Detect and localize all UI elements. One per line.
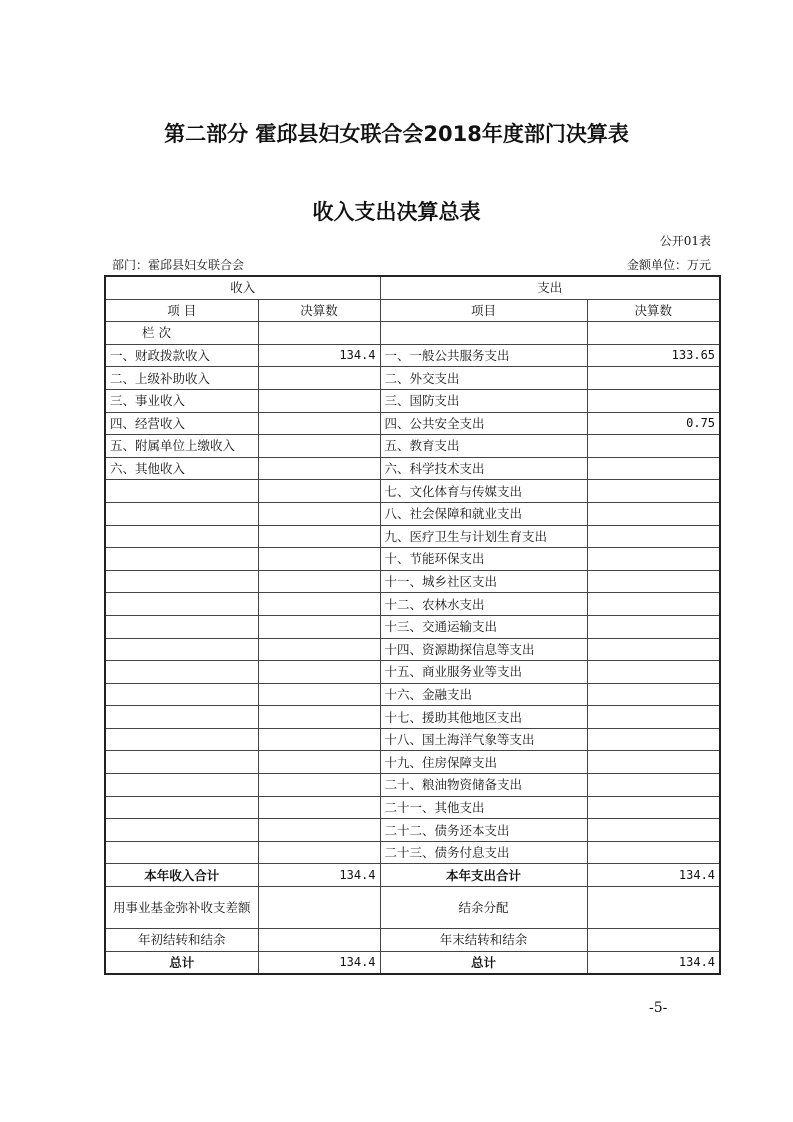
empty-cell: [587, 887, 720, 929]
income-item: [105, 796, 258, 819]
income-item: [105, 706, 258, 729]
expense-item: 十七、援助其他地区支出: [380, 706, 587, 729]
expense-item: 十六、金融支出: [380, 683, 587, 706]
table-row: [105, 728, 720, 751]
expense-amount: [587, 570, 720, 593]
table-row: [105, 502, 720, 525]
income-item: 五、附属单位上缴收入: [105, 435, 258, 458]
empty-cell: [258, 929, 380, 952]
begin-balance-label: 年初结转和结余: [105, 929, 258, 952]
income-amount: [258, 457, 380, 480]
income-item: [105, 570, 258, 593]
expense-item: 十三、交通运输支出: [380, 615, 587, 638]
income-item: [105, 502, 258, 525]
income-amount: [258, 661, 380, 684]
expense-amount: [587, 819, 720, 842]
table-row: [105, 661, 720, 684]
table-row: [105, 683, 720, 706]
table-row: [105, 819, 720, 842]
empty-cell: [258, 322, 380, 345]
table-row: [105, 706, 720, 729]
grand-total-label-left: 总计: [105, 951, 258, 974]
table-row: [105, 796, 720, 819]
year-expense-total-label: 本年支出合计: [380, 864, 587, 887]
unit-label: 金额单位：万元: [626, 258, 711, 272]
table-row: [105, 480, 720, 503]
income-item: [105, 615, 258, 638]
column-header-row: [105, 299, 720, 322]
end-balance-label: 年末结转和结余: [380, 929, 587, 952]
year-expense-total: 134.4: [587, 864, 720, 887]
income-expense-table: [104, 275, 721, 975]
income-amount: 134.4: [258, 344, 380, 367]
expense-item: 十八、国土海洋气象等支出: [380, 728, 587, 751]
expense-amount: [587, 367, 720, 390]
expense-amount: [587, 389, 720, 412]
expense-item: 二十二、债务还本支出: [380, 819, 587, 842]
fund-cover-label: 用事业基金弥补收支差额: [105, 887, 258, 929]
table-row: [105, 841, 720, 864]
expense-amount: [587, 841, 720, 864]
expense-amount: 133.65: [587, 344, 720, 367]
expense-item: 十、节能环保支出: [380, 548, 587, 571]
income-item: [105, 751, 258, 774]
expense-item: 三、国防支出: [380, 389, 587, 412]
income-amount: [258, 683, 380, 706]
expense-item: 六、科学技术支出: [380, 457, 587, 480]
income-item: [105, 661, 258, 684]
expense-amount: [587, 502, 720, 525]
income-amount: [258, 525, 380, 548]
page-number: -5-: [649, 1000, 668, 1016]
year-total-row: [105, 864, 720, 887]
income-amount: [258, 593, 380, 616]
expense-item: 二、外交支出: [380, 367, 587, 390]
page-title: 第二部分 霍邱县妇女联合会2018年度部门决算表: [164, 122, 629, 146]
income-amount: [258, 796, 380, 819]
income-amount: [258, 570, 380, 593]
expense-amount: [587, 638, 720, 661]
expense-item: 二十一、其他支出: [380, 796, 587, 819]
income-amount: [258, 841, 380, 864]
income-item: [105, 638, 258, 661]
table-row: [105, 638, 720, 661]
expense-amount: [587, 796, 720, 819]
expense-item: 八、社会保障和就业支出: [380, 502, 587, 525]
income-item: 一、财政拨款收入: [105, 344, 258, 367]
expense-item: 十四、资源勘探信息等支出: [380, 638, 587, 661]
row-index-label: 栏 次: [105, 322, 258, 345]
table-row: [105, 435, 720, 458]
income-amount: [258, 480, 380, 503]
income-amount: [258, 638, 380, 661]
col-amount-right: 决算数: [587, 299, 720, 322]
expense-item: 二十、粮油物资储备支出: [380, 774, 587, 797]
income-amount: [258, 706, 380, 729]
expense-item: 一、一般公共服务支出: [380, 344, 587, 367]
year-income-total: 134.4: [258, 864, 380, 887]
department-label: 部门：霍邱县妇女联合会: [112, 258, 245, 272]
income-amount: [258, 819, 380, 842]
expense-amount: [587, 661, 720, 684]
income-item: [105, 728, 258, 751]
table-title: 收入支出决算总表: [312, 200, 481, 224]
table-row: [105, 751, 720, 774]
expense-amount: [587, 548, 720, 571]
income-item: [105, 593, 258, 616]
expense-item: 十一、城乡社区支出: [380, 570, 587, 593]
table-row: [105, 593, 720, 616]
income-amount: [258, 389, 380, 412]
income-amount: [258, 435, 380, 458]
expense-item: 十二、农林水支出: [380, 593, 587, 616]
empty-cell: [380, 322, 587, 345]
expense-item: 十九、住房保障支出: [380, 751, 587, 774]
table-row: [105, 412, 720, 435]
income-item: [105, 548, 258, 571]
income-item: [105, 819, 258, 842]
form-number: 公开01表: [659, 234, 711, 248]
expense-amount: [587, 480, 720, 503]
income-item: 二、上级补助收入: [105, 367, 258, 390]
grand-total-left: 134.4: [258, 951, 380, 974]
income-item: [105, 683, 258, 706]
grand-total-row: [105, 951, 720, 974]
col-item-right: 项目: [380, 299, 587, 322]
table-row: [105, 548, 720, 571]
income-amount: [258, 412, 380, 435]
expense-amount: [587, 525, 720, 548]
empty-cell: [587, 929, 720, 952]
income-header: 收入: [105, 276, 380, 299]
expense-amount: 0.75: [587, 412, 720, 435]
header-row: [105, 276, 720, 299]
expense-amount: [587, 457, 720, 480]
income-amount: [258, 751, 380, 774]
expense-amount: [587, 435, 720, 458]
expense-amount: [587, 615, 720, 638]
table-row: [105, 367, 720, 390]
income-amount: [258, 774, 380, 797]
income-item: 六、其他收入: [105, 457, 258, 480]
expense-item: 四、公共安全支出: [380, 412, 587, 435]
income-item: [105, 480, 258, 503]
expense-amount: [587, 593, 720, 616]
expense-item: 九、医疗卫生与计划生育支出: [380, 525, 587, 548]
expense-amount: [587, 728, 720, 751]
expense-amount: [587, 774, 720, 797]
table-row: [105, 389, 720, 412]
income-amount: [258, 367, 380, 390]
table-row: [105, 615, 720, 638]
expense-amount: [587, 706, 720, 729]
income-amount: [258, 502, 380, 525]
expense-header: 支出: [380, 276, 720, 299]
expense-item: 五、教育支出: [380, 435, 587, 458]
year-income-total-label: 本年收入合计: [105, 864, 258, 887]
table-row: [105, 774, 720, 797]
income-item: [105, 525, 258, 548]
income-item: [105, 841, 258, 864]
table-row: [105, 570, 720, 593]
income-amount: [258, 728, 380, 751]
table-row: [105, 457, 720, 480]
income-item: [105, 774, 258, 797]
table-row: [105, 525, 720, 548]
surplus-dist-label: 结余分配: [380, 887, 587, 929]
table-row: [105, 344, 720, 367]
expense-amount: [587, 751, 720, 774]
income-amount: [258, 548, 380, 571]
col-item-left: 项 目: [105, 299, 258, 322]
fund-cover-row: [105, 887, 720, 929]
expense-item: 十五、商业服务业等支出: [380, 661, 587, 684]
balance-row: [105, 929, 720, 952]
expense-item: 二十三、债务付息支出: [380, 841, 587, 864]
income-item: 四、经营收入: [105, 412, 258, 435]
income-amount: [258, 615, 380, 638]
grand-total-label-right: 总计: [380, 951, 587, 974]
row-index-row: [105, 322, 720, 345]
empty-cell: [587, 322, 720, 345]
income-item: 三、事业收入: [105, 389, 258, 412]
empty-cell: [258, 887, 380, 929]
expense-amount: [587, 683, 720, 706]
grand-total-right: 134.4: [587, 951, 720, 974]
col-amount-left: 决算数: [258, 299, 380, 322]
expense-item: 七、文化体育与传媒支出: [380, 480, 587, 503]
